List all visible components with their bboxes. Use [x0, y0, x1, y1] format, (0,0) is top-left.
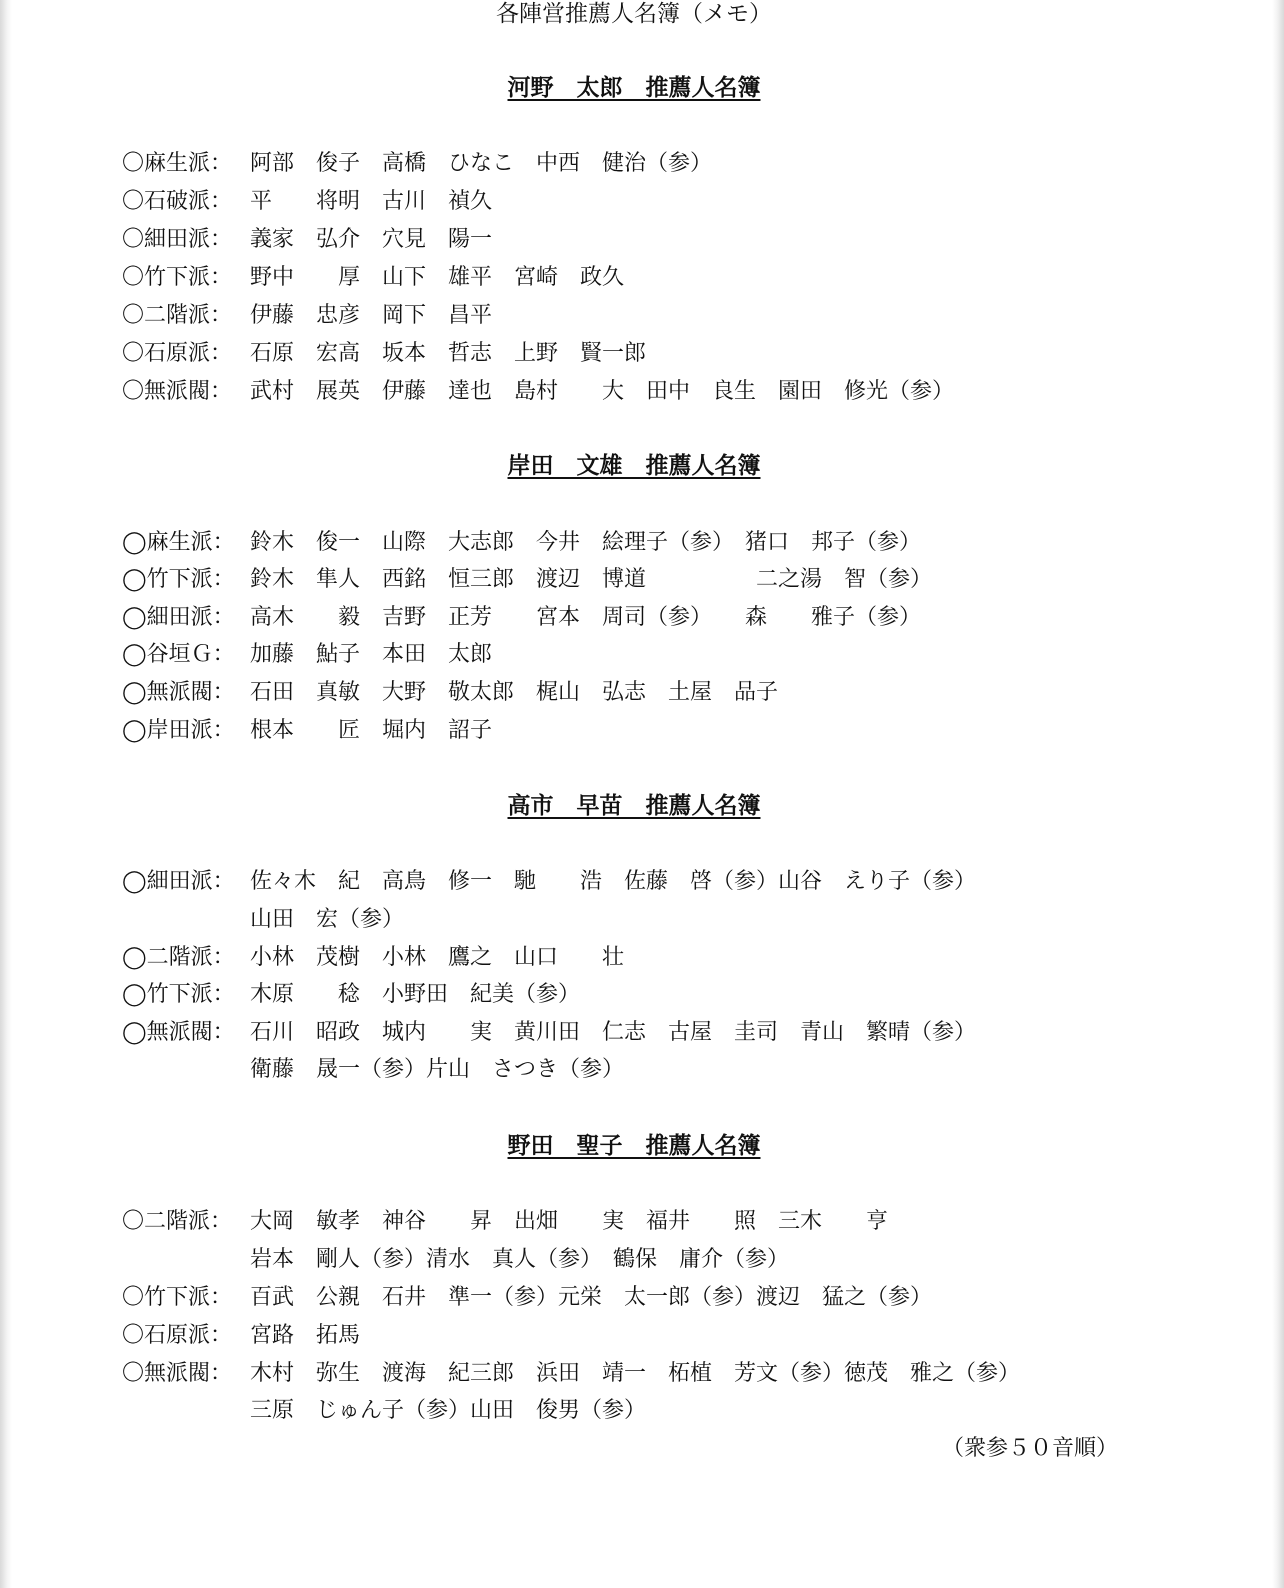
faction-label: ◯竹下派：: [122, 982, 235, 1007]
section-heading-takaichi: 高市 早苗 推薦人名簿: [507, 793, 761, 819]
member-names: 百武 公親 石井 準一（参）元栄 太一郎（参）渡辺 猛之（参）: [250, 1285, 933, 1310]
member-names: 小林 茂樹 小林 鷹之 山口 壮: [250, 945, 625, 970]
member-names: 衛藤 晟一（参）片山 さつき（参）: [250, 1057, 625, 1082]
faction-label: 〇二階派：: [122, 303, 233, 328]
faction-label: 〇細田派：: [122, 227, 233, 252]
section-heading-kono: 河野 太郎 推薦人名簿: [507, 75, 761, 101]
faction-label: ◯二階派：: [122, 945, 235, 970]
member-names: 阿部 俊子 高橋 ひなこ 中西 健治（参）: [250, 151, 713, 176]
member-names: 鈴木 隼人 西銘 恒三郎 渡辺 博道 二之湯 智（参）: [250, 567, 933, 592]
member-names: 三原 じゅん子（参）山田 俊男（参）: [250, 1398, 647, 1423]
member-names: 山田 宏（参）: [250, 907, 405, 932]
faction-label: 〇竹下派：: [122, 1285, 233, 1310]
faction-label: 〇無派閥：: [122, 379, 233, 404]
faction-label: ◯細田派：: [122, 869, 235, 894]
member-names: 野中 厚 山下 雄平 宮崎 政久: [250, 265, 625, 290]
faction-label: ◯無派閥：: [122, 1020, 235, 1045]
member-names: 加藤 鮎子 本田 太郎: [250, 642, 493, 667]
member-names: 石田 真敏 大野 敬太郎 梶山 弘志 土屋 品子: [250, 680, 779, 705]
faction-label: ◯無派閥：: [122, 680, 235, 705]
section-heading-noda: 野田 聖子 推薦人名簿: [507, 1133, 761, 1159]
member-names: 木原 稔 小野田 紀美（参）: [250, 982, 581, 1007]
faction-label: ◯竹下派：: [122, 567, 235, 592]
faction-label: 〇麻生派：: [122, 151, 233, 176]
member-names: 高木 毅 吉野 正芳 宮本 周司（参） 森 雅子（参）: [250, 605, 922, 630]
member-names: 木村 弥生 渡海 紀三郎 浜田 靖一 柘植 芳文（参）徳茂 雅之（参）: [250, 1361, 1021, 1386]
member-names: 義家 弘介 穴見 陽一: [250, 227, 493, 252]
faction-label: 〇石破派：: [122, 189, 233, 214]
sort-order-note: （衆参５０音順）: [941, 1436, 1118, 1461]
member-names: 石原 宏高 坂本 哲志 上野 賢一郎: [250, 341, 647, 366]
section-heading-kishida: 岸田 文雄 推薦人名簿: [507, 453, 761, 479]
page-right-edge: [1272, 0, 1284, 1588]
member-names: 石川 昭政 城内 実 黄川田 仁志 古屋 圭司 青山 繁晴（参）: [250, 1020, 977, 1045]
member-names: 佐々木 紀 高鳥 修一 馳 浩 佐藤 啓（参）山谷 えり子（参）: [250, 869, 977, 894]
member-names: 岩本 剛人（参）清水 真人（参） 鶴保 庸介（参）: [250, 1247, 790, 1272]
member-names: 平 将明 古川 禎久: [250, 189, 493, 214]
member-names: 大岡 敏孝 神谷 昇 出畑 実 福井 照 三木 亨: [250, 1209, 889, 1234]
member-names: 武村 展英 伊藤 達也 島村 大 田中 良生 園田 修光（参）: [250, 379, 955, 404]
faction-label: 〇二階派：: [122, 1209, 233, 1234]
member-names: 宮路 拓馬: [250, 1323, 361, 1348]
faction-label: ◯谷垣Ｇ：: [122, 642, 235, 667]
faction-label: ◯岸田派：: [122, 718, 235, 743]
document-title: 各陣営推薦人名簿（メモ）: [496, 1, 772, 27]
member-names: 鈴木 俊一 山際 大志郎 今井 絵理子（参） 猪口 邦子（参）: [250, 530, 922, 555]
faction-label: 〇竹下派：: [122, 265, 233, 290]
faction-label: ◯細田派：: [122, 605, 235, 630]
faction-label: 〇石原派：: [122, 341, 233, 366]
faction-label: 〇無派閥：: [122, 1361, 233, 1386]
member-names: 伊藤 忠彦 岡下 昌平: [250, 303, 493, 328]
member-names: 根本 匠 堀内 詔子: [250, 718, 493, 743]
faction-label: ◯麻生派：: [122, 530, 235, 555]
faction-label: 〇石原派：: [122, 1323, 233, 1348]
